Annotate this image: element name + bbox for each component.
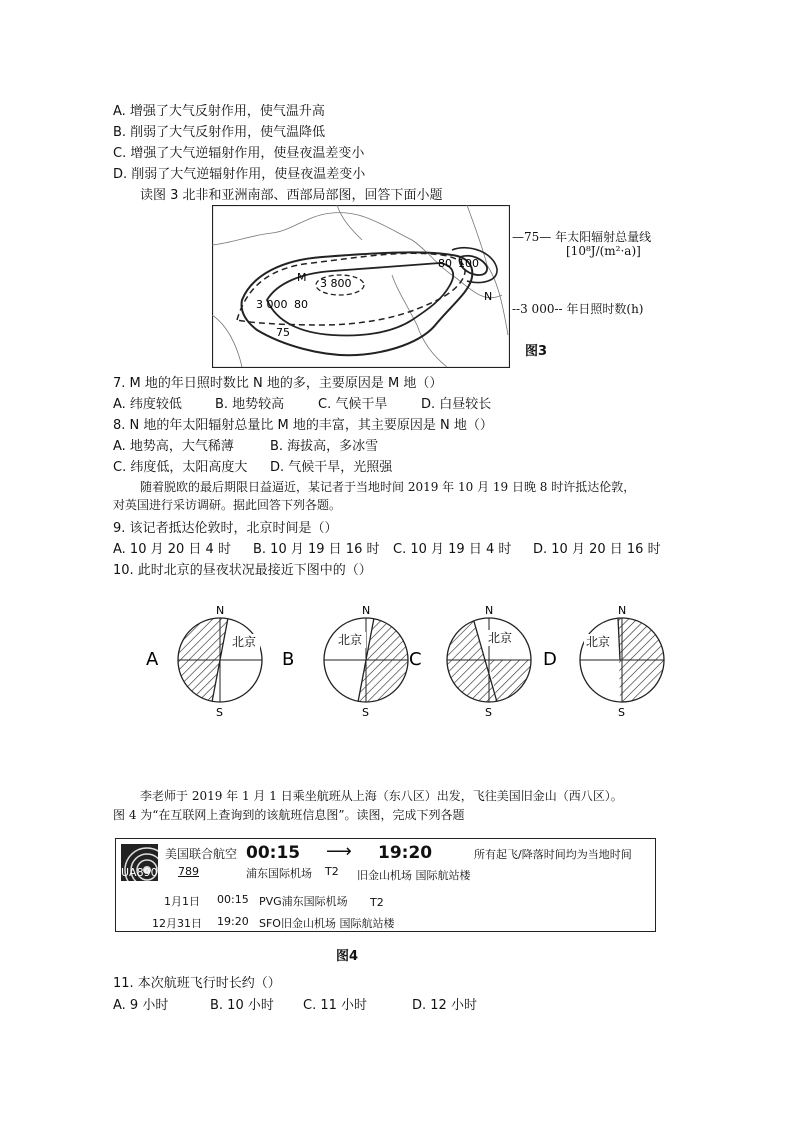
q10-globes	[140, 598, 680, 720]
q9-stem: 9. 该记者抵达伦敦时，北京时间是（）	[113, 521, 338, 536]
q6-option-c: C. 增强了大气逆辐射作用，使昼夜温差变小	[113, 146, 365, 161]
q7-option-c: C. 气候干旱	[318, 397, 388, 412]
departure-airport: 浦东国际机场	[246, 867, 312, 880]
globe-c-city: 北京	[488, 631, 513, 645]
local-time-note: 所有起飞/降落时间均为当地时间	[474, 848, 632, 861]
globe-letter-c: C	[409, 649, 422, 670]
label-80-left: 80	[294, 298, 308, 311]
flight-number: UA890	[121, 866, 158, 879]
q11-option-b: B. 10 小时	[210, 998, 274, 1013]
globe-c-n: N	[485, 604, 494, 617]
aircraft-type: 789	[178, 865, 199, 878]
globe-a-s: S	[216, 706, 223, 719]
q9-option-c: C. 10 月 19 日 4 时	[393, 542, 512, 557]
q6-option-a: A. 增强了大气反射作用，使气温升高	[113, 104, 325, 119]
q6-option-d: D. 削弱了大气逆辐射作用，使昼夜温差变小	[113, 167, 366, 182]
q11-option-d: D. 12 小时	[412, 998, 477, 1013]
globe-letter-a: A	[146, 649, 159, 670]
label-3800: 3 800	[320, 277, 352, 290]
q11-option-a: A. 9 小时	[113, 998, 169, 1013]
airline-name: 美国联合航空	[165, 847, 238, 861]
london-intro-1: 随着脱欧的最后期限日益逼近，某记者于当地时间 2019 年 10 月 19 日晚 8 时许抵达伦敦，	[140, 480, 636, 494]
map-frame	[213, 206, 510, 368]
q11-option-c: C. 11 小时	[303, 998, 368, 1013]
legend-unit: [10⁸J/(m²·a)]	[566, 244, 641, 258]
row2-date: 12月31日	[152, 917, 202, 930]
legend-radiation: —75— 年太阳辐射总量线	[512, 230, 652, 244]
globe-a-city: 北京	[232, 635, 257, 649]
flight-intro-2: 图 4 为“在互联网上查询到的该航班信息图”。读图，完成下列各题	[113, 808, 465, 822]
label-100: 100	[458, 257, 479, 270]
row1-date: 1月1日	[164, 895, 200, 908]
globe-d-city: 北京	[586, 635, 611, 649]
q8-option-c: C. 纬度低，太阳高度大	[113, 460, 248, 475]
arrow-right-icon: ⟶	[326, 841, 352, 862]
q9-option-a: A. 10 月 20 日 4 时	[113, 542, 231, 557]
departure-time: 00:15	[246, 843, 301, 863]
row2-place: SFO旧金山机场 国际航站楼	[259, 917, 395, 930]
globe-b-s: S	[362, 706, 369, 719]
departure-terminal: T2	[325, 865, 339, 878]
legend-sunshine: --3 000-- 年日照时数(h)	[512, 302, 644, 316]
row1-place: PVG浦东国际机场	[259, 895, 348, 908]
fig3-caption: 图3	[525, 344, 548, 359]
globe-d-s: S	[618, 706, 625, 719]
label-80-right: 80	[438, 257, 452, 270]
row1-time: 00:15	[217, 893, 249, 906]
q8-option-d: D. 气候干旱，光照强	[270, 460, 393, 475]
q8-option-a: A. 地势高，大气稀薄	[113, 439, 234, 454]
q7-option-d: D. 白昼较长	[421, 397, 492, 412]
row2-time: 19:20	[217, 915, 249, 928]
globe-a	[178, 618, 262, 702]
globe-b-n: N	[362, 604, 371, 617]
globe-a-n: N	[216, 604, 225, 617]
q9-option-b: B. 10 月 19 日 16 时	[253, 542, 380, 557]
label-m: M	[297, 271, 307, 284]
q6-option-b: B. 削弱了大气反射作用，使气温降低	[113, 125, 326, 140]
globe-letter-d: D	[543, 649, 557, 670]
flight-intro-1: 李老师于 2019 年 1 月 1 日乘坐航班从上海（东八区）出发，飞往美国旧金山（西八区）。	[140, 789, 623, 803]
q11-stem: 11. 本次航班飞行时长约（）	[113, 976, 281, 991]
globe-b	[324, 618, 408, 702]
globe-d-n: N	[618, 604, 627, 617]
label-3000: 3 000	[256, 298, 288, 311]
q7-stem: 7. M 地的年日照时数比 N 地的多，主要原因是 M 地（）	[113, 376, 443, 391]
globe-letter-b: B	[282, 649, 295, 670]
q10-stem: 10. 此时北京的昼夜状况最接近下图中的（）	[113, 563, 372, 578]
london-intro-2: 对英国进行采访调研。据此回答下列各题。	[113, 498, 342, 512]
label-75: 75	[276, 326, 290, 339]
fig4-caption: 图4	[336, 949, 359, 964]
q8-stem: 8. N 地的年太阳辐射总量比 M 地的丰富，其主要原因是 N 地（）	[113, 418, 493, 433]
q7-option-b: B. 地势较高	[215, 397, 285, 412]
arrival-time: 19:20	[378, 843, 433, 863]
label-n: N	[484, 290, 493, 303]
q7-option-a: A. 纬度较低	[113, 397, 182, 412]
fig3-intro: 读图 3 北非和亚洲南部、西部局部图，回答下面小题	[140, 188, 443, 203]
fig3-map	[212, 205, 510, 368]
row1-terminal: T2	[370, 896, 384, 909]
arrival-airport: 旧金山机场 国际航站楼	[357, 869, 471, 882]
flight-card	[115, 838, 656, 932]
globe-d	[580, 618, 664, 702]
globe-b-city: 北京	[338, 633, 363, 647]
globe-c-s: S	[485, 706, 492, 719]
q8-option-b: B. 海拔高，多冰雪	[270, 439, 379, 454]
q9-option-d: D. 10 月 20 日 16 时	[533, 542, 661, 557]
